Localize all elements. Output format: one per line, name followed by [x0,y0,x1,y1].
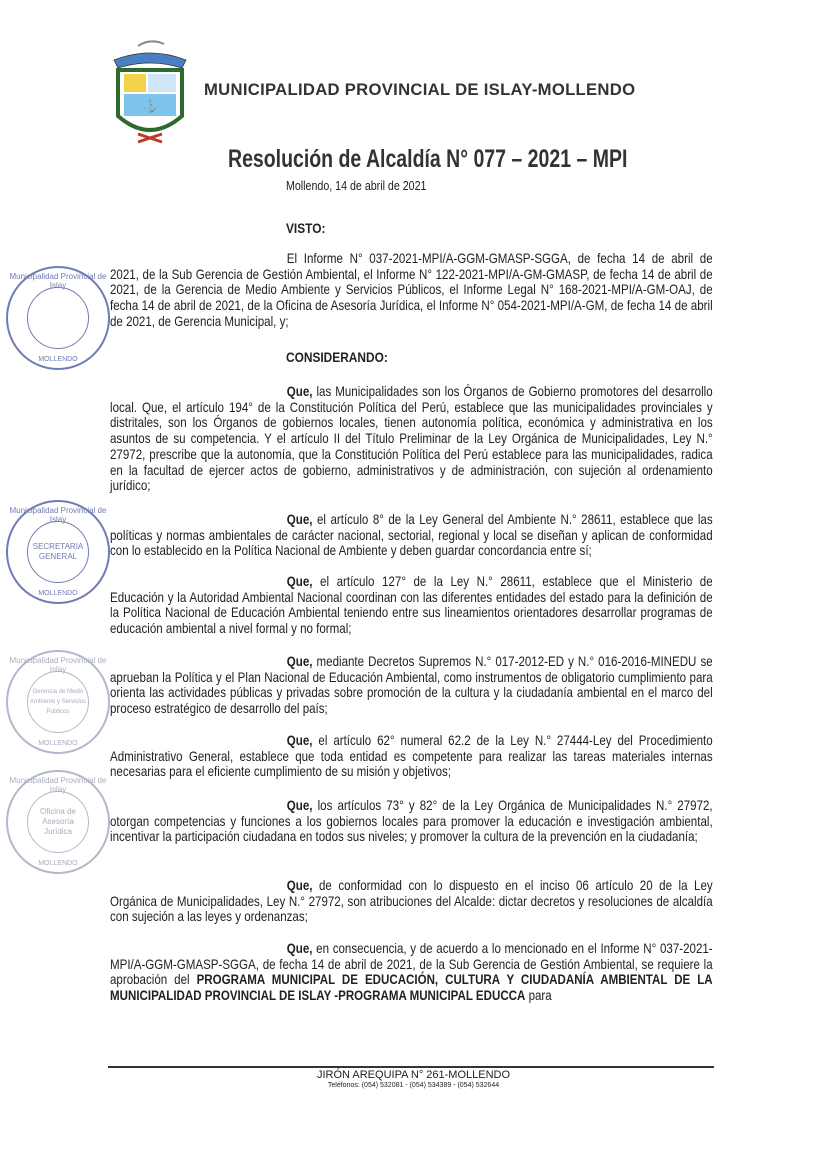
considerando-paragraph [110,384,713,494]
paragraph-tail: para [525,988,552,1004]
signature-mark [27,287,89,349]
paragraph-lead: Que, [286,384,313,399]
paragraph-text: de conformidad con lo dispuesto en el inciso 06 artículo 20 de la Ley Orgánica de Municipalidades, Ley N.° 27972, son atribuciones del Alcalde: dictar decretos y resoluciones de alcaldía con sujeción a las leyes y ordenanzas; [110,878,713,925]
paragraph-text: el artículo 127° de la Ley N.° 28611, establece que el Ministerio de Educación y la Autoridad Ambiental Nacional coordinan con las diferentes entidades del estado para la definición de la Política Nacional de Educación Ambiental teniendo entre sus lineamientos orientadores desarrollar programas de educación ambiental a nivel formal y no formal; [110,574,713,637]
stamp-center [27,521,89,583]
place-date: Mollendo, 14 de abril de 2021 [286,178,427,193]
program-name: PROGRAMA MUNICIPAL DE EDUCACIÓN, CULTURA Y CIUDADANÍA AMBIENTAL DE LA MUNICIPALIDAD PROVINCIAL DE ISLAY -PROGRAMA MUNICIPAL EDUCCA [110,972,713,1004]
organization-name: MUNICIPALIDAD PROVINCIAL DE ISLAY-MOLLENDO [204,80,636,99]
paragraph-lead: Que, [286,574,313,589]
stamp-center-text: SECRETARIA GENERAL [32,542,84,561]
stamp-ring-text: Municipalidad Provincial de Islay [9,776,107,794]
stamp-center [27,671,89,733]
paragraph-text: en consecuencia, y de acuerdo a lo mencionado en el Informe N° 037-2021-MPI/A-GGM-GMASP-SGGA, de fecha 14 de abril de 2021, de la Sub Gerencia de Gestión Ambiental, se requiere la aprobación del [110,941,713,988]
paragraph-lead: Que, [286,878,313,893]
considerando-paragraph [110,798,713,845]
considerando-paragraph [110,654,713,717]
stamp-center-text: Oficina de Asesoría Jurídica [39,807,77,836]
visto-heading: VISTO: [286,220,326,236]
gerencia-medio-ambiente-stamp [6,650,110,754]
considerando-paragraph [110,733,713,780]
paragraph-lead: Que, [286,654,313,669]
resolution-title: Resolución de Alcaldía N° 077 – 2021 – MPI [228,145,628,173]
stamp-bottom-text: MOLLENDO [38,356,78,363]
stamp-bottom-text: MOLLENDO [38,740,78,747]
paragraph-text: mediante Decretos Supremos N.° 017-2012-ED y N.° 016-2016-MINEDU se aprueban la Política y el Plan Nacional de Educación Ambiental, como instrumentos de obligatorio cumplimiento para orienta las actividades públicas y privadas sobre promoción de la cultura y la ciudadanía ambiental en el marco del proceso estratégico de desarrollo del país; [110,654,713,717]
paragraph-text: el artículo 8° de la Ley General del Ambiente N.° 28611, establece que las políticas y normas ambientales de carácter nacional, sectorial, regional y local se diseñan y aplican de conformidad con lo establecido en la Política Nacional de Ambiente y deben guardar concordancia entre sí; [110,512,713,559]
stamp-center-text: Gerencia de Medio Ambiente y Servicios Públicos [29,689,87,715]
asesoria-juridica-stamp [6,770,110,874]
stamp-ring-text: Municipalidad Provincial de Islay [9,656,107,674]
considerando-heading: CONSIDERANDO: [286,349,388,365]
considerando-paragraph [110,941,713,1004]
stamp-bottom-text: MOLLENDO [38,860,78,867]
paragraph-lead: Que, [286,512,313,527]
paragraph-text: el artículo 62° numeral 62.2 de la Ley N.° 27444-Ley del Procedimiento Administrativo General, establece que toda entidad es competente para realizar las tareas materiales internas necesarias para el eficiente cumplimiento de su misión y objetivos; [110,733,713,780]
stamp-center [27,791,89,853]
municipal-crest-logo [108,38,192,148]
considerando-paragraph [110,574,713,637]
paragraph-lead: Que, [286,733,313,748]
paragraph-text: los artículos 73° y 82° de la Ley Orgánica de Municipalidades N.° 27972, otorgan competencias y funciones a los gobiernos locales para promover la educación e investigación ambiental, incentivar la participación ciudadana en todos sus niveles; y promover la cultura de la prevención en la ciudadanía; [110,798,713,845]
considerando-paragraph [110,878,713,925]
paragraph-lead: Que, [286,941,313,956]
footer-phones: Teléfonos: (054) 532081 - (054) 534389 - (054) 532644 [327,1082,500,1089]
considerando-paragraph [110,512,713,559]
visto-text: El Informe N° 037-2021-MPI/A-GGM-GMASP-SGGA, de fecha 14 de abril de 2021, de la Sub Gerencia de Gestión Ambiental, el Informe N° 122-2021-MPI/A-GM-GMASP, de fecha 14 de abril de 2021, de la Gerencia de Medio Ambiente y Servicios Públicos, el Informe Legal N° 168-2021-MPI/A-GM-OAJ, de fecha 14 de abril de 2021, de la Oficina de Asesoría Jurídica, el Informe N° 054-2021-MPI/A-GM, de fecha 14 de abril de 2021, de Gerencia Municipal, y; [110,251,713,329]
paragraph-text: las Municipalidades son los Órganos de Gobierno promotores del desarrollo local. Que, el artículo 194° de la Constitución Política del Perú, establece que las municipalidades provinciales y distritales, son los Órganos de gobiernos locales, tienen autonomía política, económica y administrativa en los asuntos de su competencia. Y el artículo II del Título Preliminar de la Ley Orgánica de Municipalidades, Ley N.° 27972, prescribe que la autonomía, que la Constitución Política del Perú establece para las municipalidades, radica en la facultad de ejercer actos de gobierno, administrativos y de administración, con sujeción al ordenamiento jurídico; [110,384,713,494]
stamp-ring-text: Municipalidad Provincial de Islay [9,272,107,290]
svg-text:⚓: ⚓ [142,99,158,113]
stamp-bottom-text: MOLLENDO [38,590,78,597]
stamp-ring-text: Municipalidad Provincial de Islay [9,506,107,524]
footer-address: JIRÓN AREQUIPA N° 261-MOLLENDO [316,1069,511,1081]
paragraph-lead: Que, [286,798,313,813]
footer-divider [108,1066,714,1068]
municipal-stamp [6,266,110,370]
secretaria-general-stamp [6,500,110,604]
